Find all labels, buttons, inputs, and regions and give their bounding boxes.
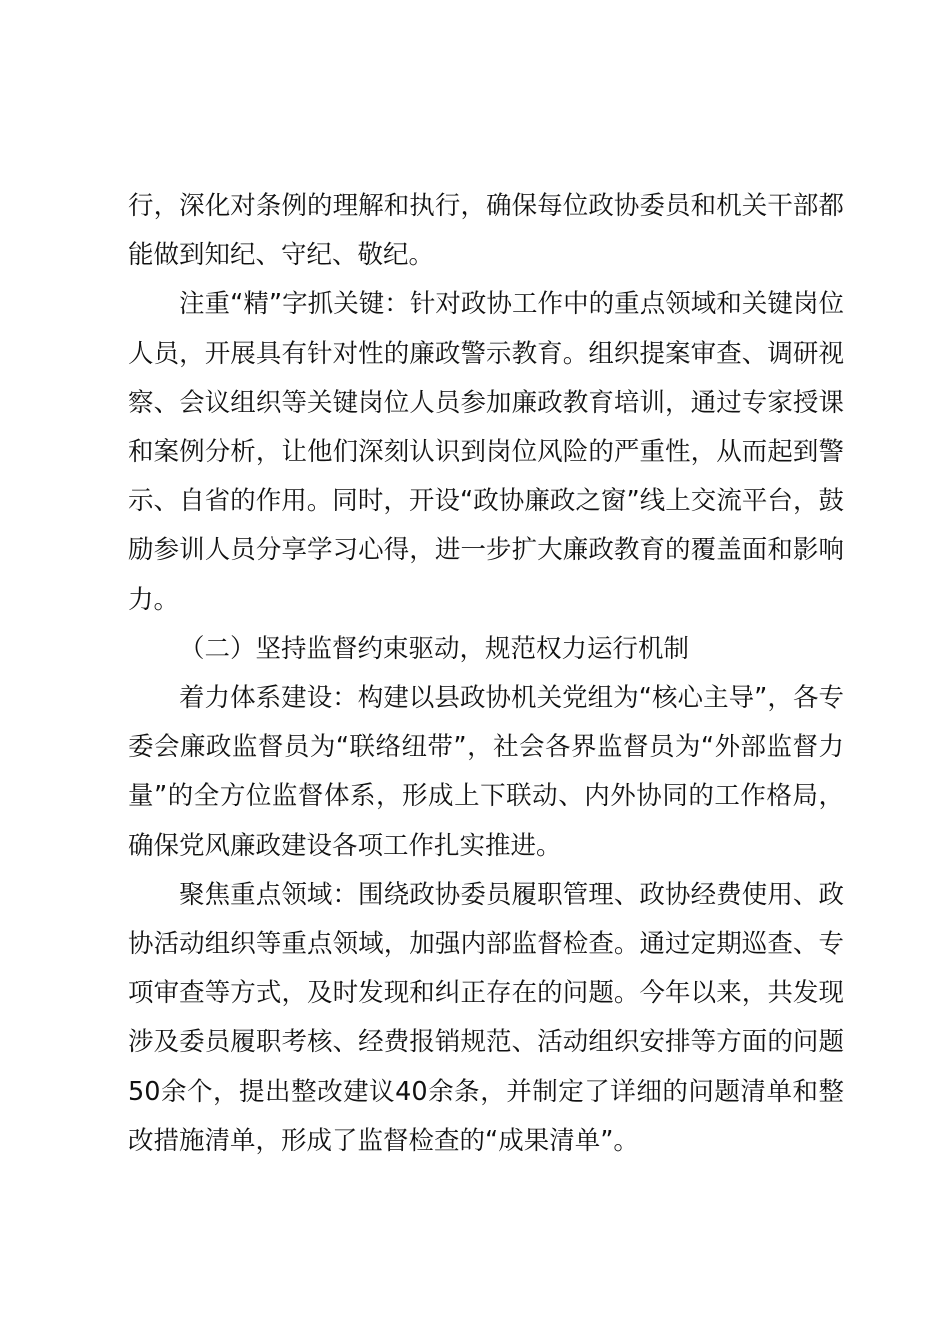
paragraph-focus-precision: 注重“精”字抓关键：针对政协工作中的重点领域和关键岗位人员，开展具有针对性的廉政警示教育。组织提案审查、调研视察、会议组织等关键岗位人员参加廉政教育培训，通过专家授课和案例分析，让他们深刻认识到岗位风险的严重性，从而起到警示、自省的作用。同时，开设“政协廉政之窗”线上交流平台，鼓励参训人员分享学习心得，进一步扩大廉政教育的覆盖面和影响力。 <box>128 289 844 615</box>
document-body <box>128 182 844 1166</box>
paragraph-key-areas: 聚焦重点领域：围绕政协委员履职管理、政协经费使用、政协活动组织等重点领域，加强内部监督检查。通过定期巡查、专项审查等方式，及时发现和纠正存在的问题。今年以来，共发现涉及委员履职考核、经费报销规范、活动组织安排等方面的问题50余个，提出整改建议40余条，并制定了详细的问题清单和整改措施清单，形成了监督检查的“成果清单”。 <box>128 879 844 1156</box>
paragraph-continuation: 行，深化对条例的理解和执行，确保每位政协委员和机关干部都能做到知纪、守纪、敬纪。 <box>128 191 844 271</box>
section-heading: （二）坚持监督约束驱动，规范权力运行机制 <box>179 633 690 664</box>
paragraph-system-building: 着力体系建设：构建以县政协机关党组为“核心主导”，各专委会廉政监督员为“联络纽带”，社会各界监督员为“外部监督力量”的全方位监督体系，形成上下联动、内外协同的工作格局，确保党风廉政建设各项工作扎实推进。 <box>128 683 844 861</box>
